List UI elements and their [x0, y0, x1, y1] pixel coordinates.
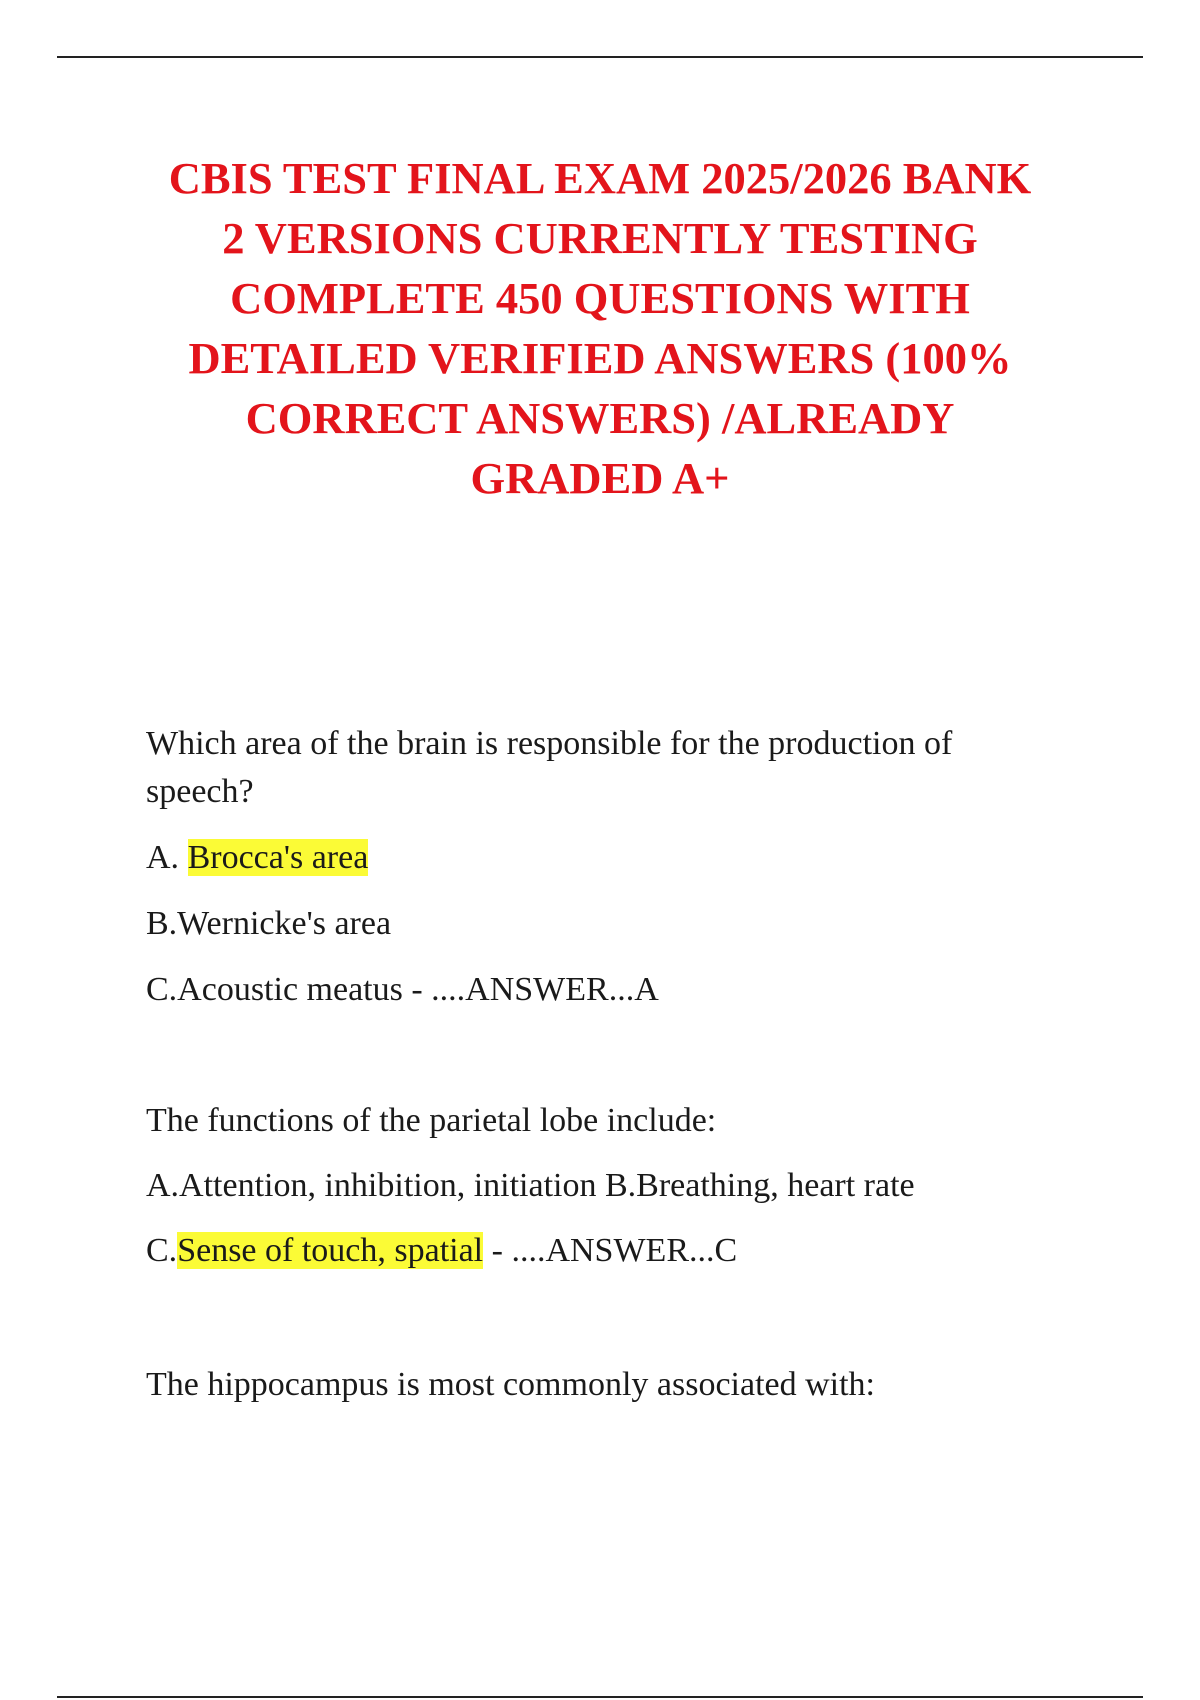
answer-option-c	[146, 1227, 1106, 1275]
option-prefix: A.	[146, 839, 188, 876]
question-list	[146, 720, 1106, 1409]
title-line: COMPLETE 450 QUESTIONS WITH	[230, 273, 970, 323]
option-prefix: C.	[146, 1232, 178, 1269]
question-stem: The functions of the parietal lobe include:	[146, 1102, 717, 1139]
title-line: GRADED A+	[470, 453, 730, 503]
title-line: CBIS TEST FINAL EXAM 2025/2026 BANK	[168, 153, 1032, 203]
document-title	[130, 148, 1070, 508]
answer-option-a	[146, 834, 1106, 882]
answer-options-ab: A.Attention, inhibition, initiation B.Breathing, heart rate	[146, 1167, 915, 1204]
question-stem: The hippocampus is most commonly associated with:	[146, 1366, 876, 1403]
title-line: CORRECT ANSWERS) /ALREADY	[245, 393, 955, 443]
highlighted-answer: Sense of touch, spatial	[177, 1232, 484, 1269]
bottom-rule	[57, 1696, 1143, 1698]
question-stem-continued: speech?	[146, 773, 254, 810]
answer-key: - ....ANSWER...C	[483, 1232, 738, 1269]
highlighted-answer: Brocca's area	[187, 839, 369, 876]
question-stem: Which area of the brain is responsible for the production of	[146, 725, 953, 762]
answer-option-b: B.Wernicke's area	[146, 905, 392, 942]
title-line: 2 VERSIONS CURRENTLY TESTING	[222, 213, 978, 263]
title-line: DETAILED VERIFIED ANSWERS (100%	[188, 333, 1012, 383]
top-rule	[57, 56, 1143, 58]
answer-option-c: C.Acoustic meatus - ....ANSWER...A	[146, 971, 659, 1008]
